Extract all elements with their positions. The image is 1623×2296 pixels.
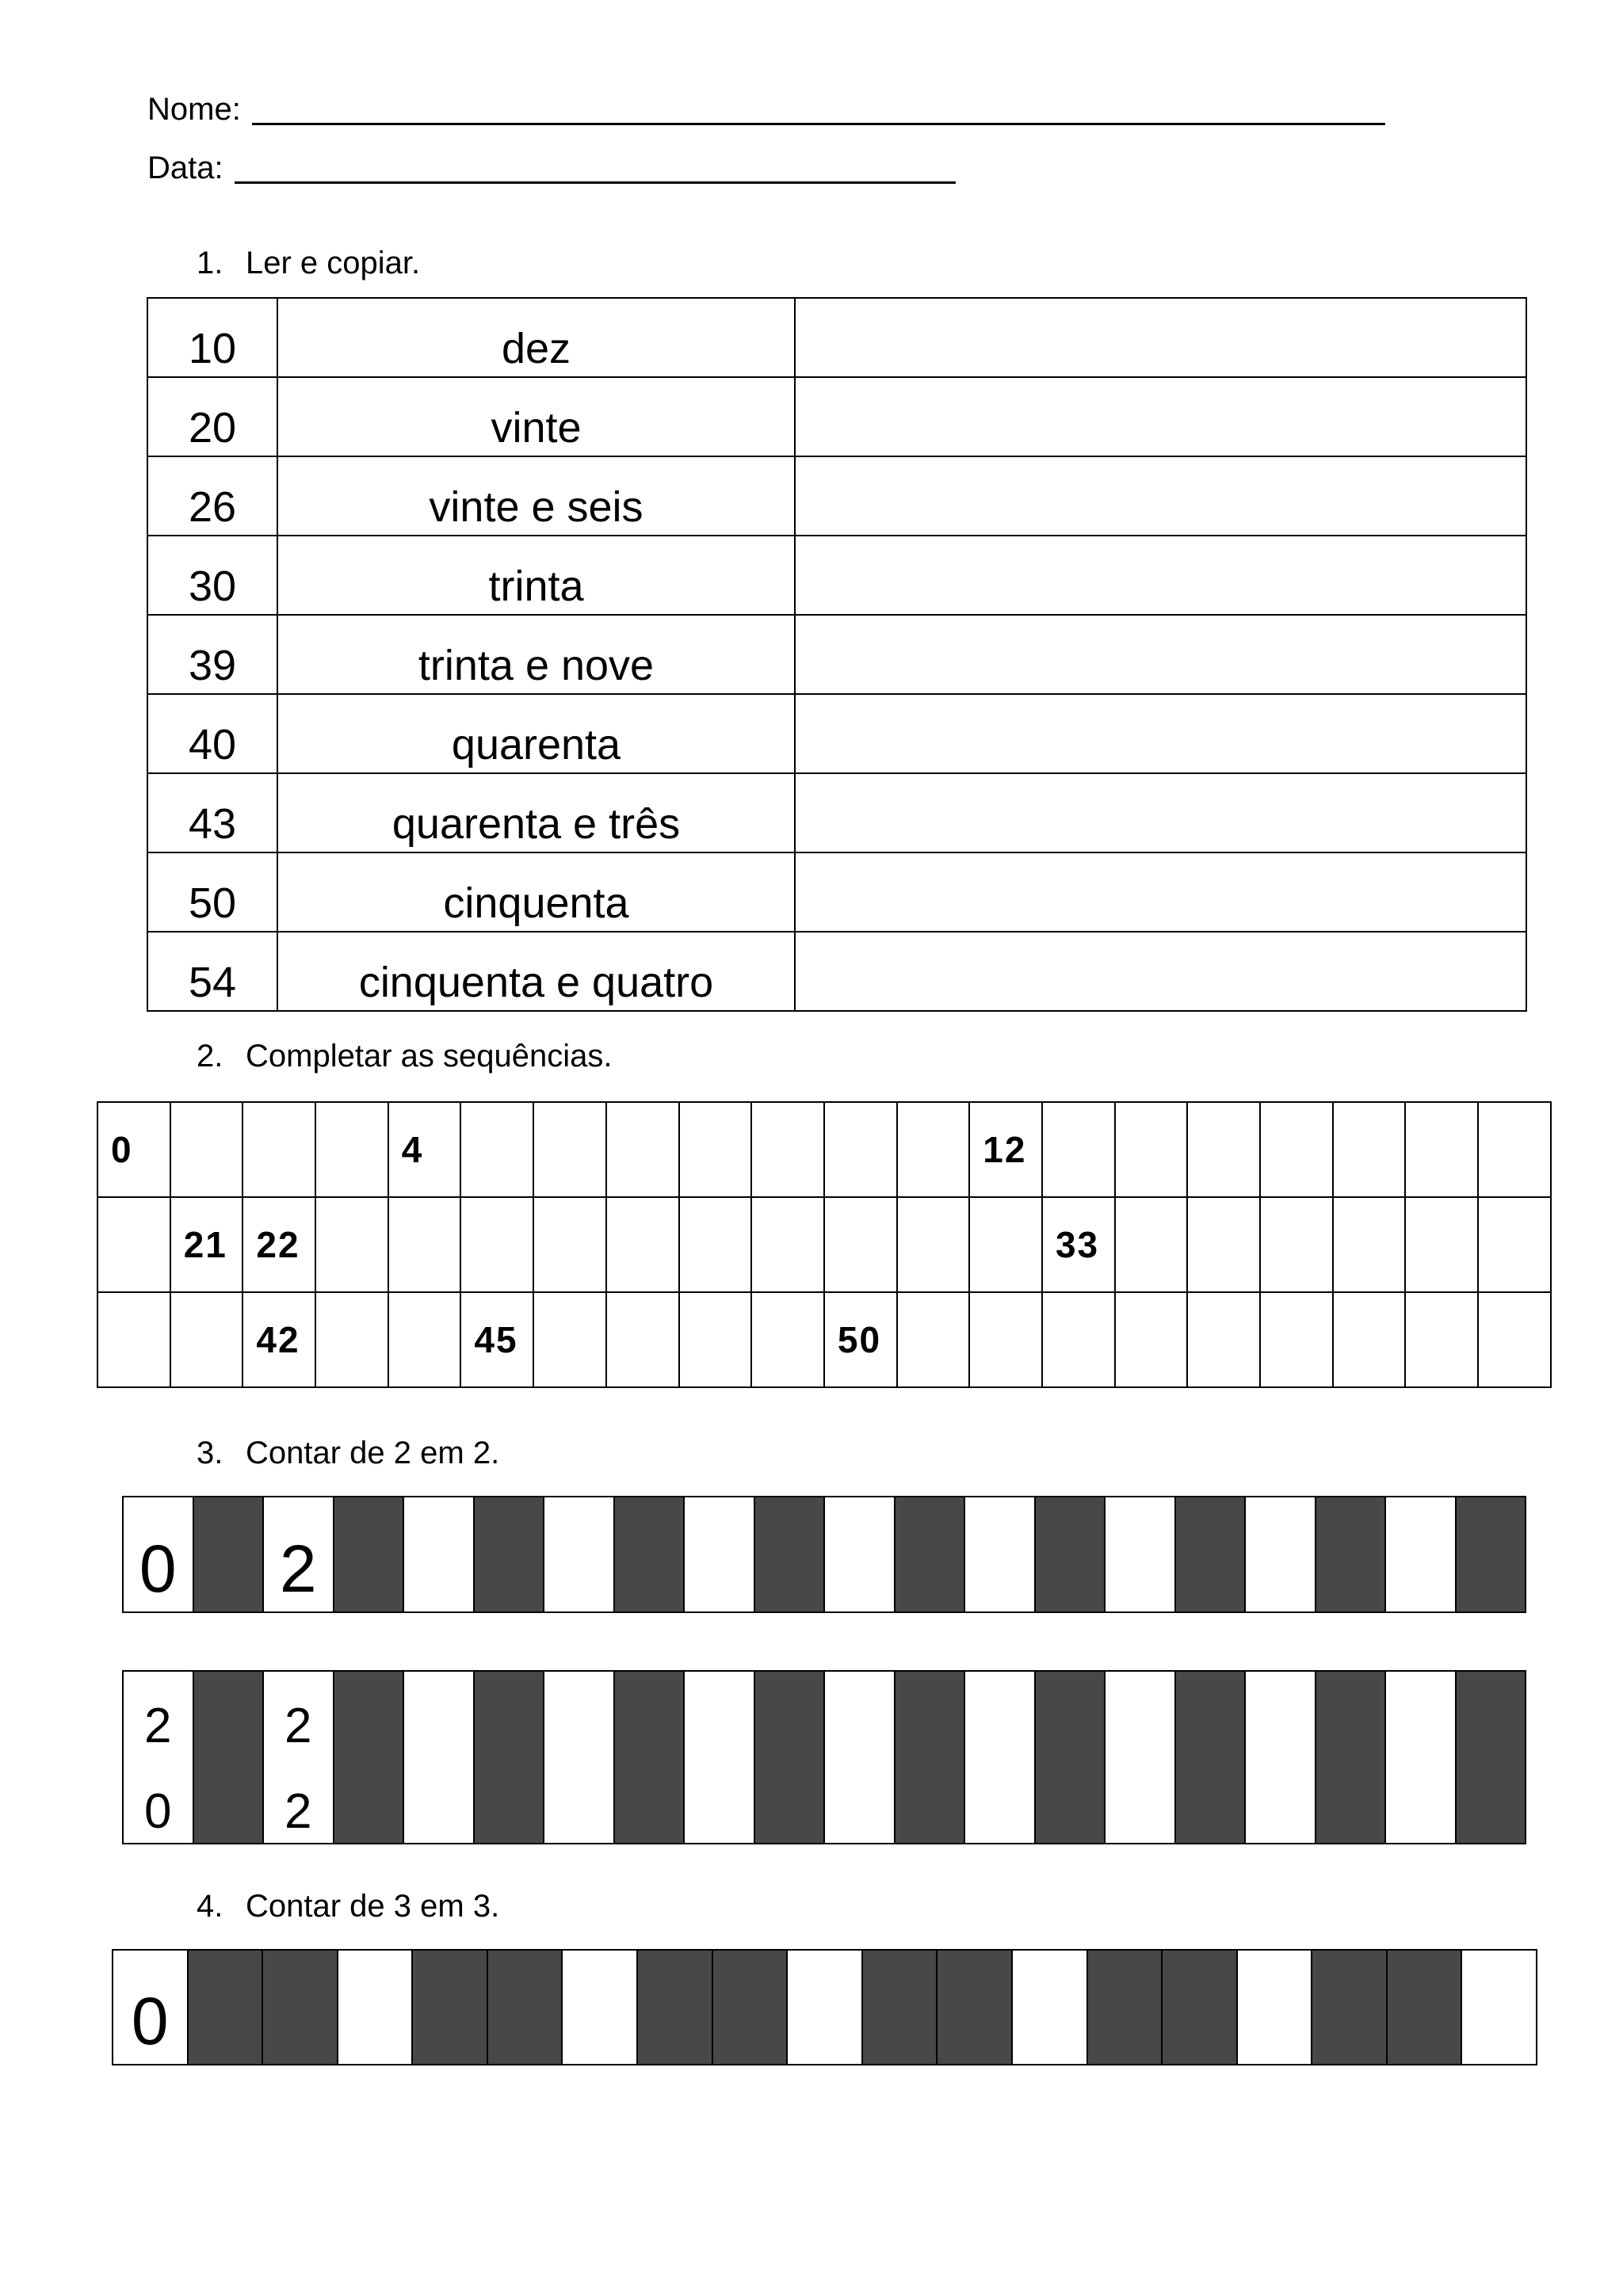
sequence-cell: 22: [242, 1197, 315, 1292]
sequence-cell[interactable]: [1187, 1102, 1260, 1197]
count-by-2-strip-2: [122, 1670, 1526, 1844]
shaded-cell: [1034, 1672, 1105, 1843]
number-cell: 40: [147, 694, 277, 773]
sequence-cell[interactable]: [1405, 1197, 1478, 1292]
sequence-cell[interactable]: [97, 1292, 170, 1387]
word-cell: cinquenta: [277, 852, 795, 932]
blank-cell: [262, 1497, 333, 1611]
blank-cell[interactable]: [1236, 1951, 1312, 2064]
blank-cell[interactable]: [403, 1497, 473, 1611]
date-label: Data:: [147, 151, 223, 185]
blank-cell[interactable]: [1384, 1672, 1455, 1843]
sequence-cell[interactable]: [315, 1292, 388, 1387]
section2-title: Completar as sequências.: [246, 1039, 613, 1074]
word-cell: vinte: [277, 377, 795, 456]
copy-cell[interactable]: [795, 932, 1526, 1011]
section4-number: 4.: [197, 1889, 223, 1924]
blank-cell[interactable]: [683, 1672, 754, 1843]
sequence-cell[interactable]: [1478, 1197, 1551, 1292]
section3-number: 3.: [197, 1436, 223, 1470]
sequence-cell: 0: [97, 1102, 170, 1197]
number-cell: 50: [147, 852, 277, 932]
shaded-cell: [187, 1951, 262, 2064]
sequence-cell[interactable]: [751, 1102, 824, 1197]
blank-cell[interactable]: [786, 1951, 861, 2064]
sequence-cell[interactable]: [388, 1292, 461, 1387]
section4-title: Contar de 3 em 3.: [246, 1889, 500, 1924]
number-cell: 39: [147, 615, 277, 694]
word-cell: trinta: [277, 536, 795, 615]
blank-cell: [262, 1672, 333, 1843]
shaded-cell: [754, 1672, 824, 1843]
sequence-cell[interactable]: [969, 1292, 1042, 1387]
blank-cell[interactable]: [561, 1951, 636, 2064]
sequence-cell[interactable]: [1260, 1292, 1333, 1387]
sequence-cell: 33: [1042, 1197, 1115, 1292]
sequence-cell[interactable]: [1187, 1197, 1260, 1292]
word-cell: vinte e seis: [277, 456, 795, 536]
shaded-cell: [613, 1497, 684, 1611]
sequence-cell[interactable]: [460, 1102, 533, 1197]
word-cell: trinta e nove: [277, 615, 795, 694]
shaded-cell: [1034, 1497, 1105, 1611]
copy-cell[interactable]: [795, 852, 1526, 932]
sequence-cell[interactable]: [897, 1102, 970, 1197]
blank-cell[interactable]: [543, 1672, 613, 1843]
blank-cell[interactable]: [1104, 1497, 1174, 1611]
shaded-cell: [613, 1672, 684, 1843]
blank-cell[interactable]: [964, 1672, 1034, 1843]
sequence-row: [97, 1197, 1551, 1292]
shaded-cell: [894, 1672, 964, 1843]
sequence-cell[interactable]: [897, 1197, 970, 1292]
strip-digit: 0: [144, 1784, 172, 1839]
sequence-cell[interactable]: [533, 1197, 606, 1292]
sequence-cell[interactable]: [606, 1197, 679, 1292]
shaded-cell: [473, 1672, 544, 1843]
read-copy-row: [147, 932, 1526, 1011]
word-cell: cinquenta e quatro: [277, 932, 795, 1011]
shaded-cell: [1086, 1951, 1162, 2064]
blank-cell[interactable]: [964, 1497, 1034, 1611]
sequence-cell: 50: [824, 1292, 897, 1387]
shaded-cell: [262, 1951, 337, 2064]
read-copy-row: [147, 852, 1526, 932]
sequence-cell[interactable]: [1333, 1197, 1406, 1292]
sequence-cell[interactable]: [751, 1292, 824, 1387]
sequence-cell[interactable]: [533, 1292, 606, 1387]
blank-cell[interactable]: [403, 1672, 473, 1843]
name-label: Nome:: [147, 92, 241, 127]
read-copy-row: [147, 773, 1526, 852]
copy-cell[interactable]: [795, 536, 1526, 615]
sequence-cell[interactable]: [1478, 1102, 1551, 1197]
blank-cell[interactable]: [1244, 1497, 1315, 1611]
sequence-cell[interactable]: [1333, 1102, 1406, 1197]
sequence-cell[interactable]: [460, 1197, 533, 1292]
shaded-cell: [473, 1497, 544, 1611]
shaded-cell: [1311, 1951, 1386, 2064]
copy-cell[interactable]: [795, 298, 1526, 377]
copy-cell[interactable]: [795, 694, 1526, 773]
blank-cell[interactable]: [1384, 1497, 1455, 1611]
sequence-cell[interactable]: [1333, 1292, 1406, 1387]
shaded-cell: [936, 1951, 1011, 2064]
copy-cell[interactable]: [795, 615, 1526, 694]
sequence-cell[interactable]: [1042, 1292, 1115, 1387]
shaded-cell: [1174, 1672, 1245, 1843]
strip-digit: 2: [285, 1699, 312, 1753]
sequence-cell[interactable]: [824, 1197, 897, 1292]
sequence-cell[interactable]: [1042, 1102, 1115, 1197]
sequence-cell: 45: [460, 1292, 533, 1387]
read-copy-table: [147, 297, 1527, 1012]
sequence-cell[interactable]: [824, 1102, 897, 1197]
copy-cell[interactable]: [795, 377, 1526, 456]
strip-value: 2: [279, 1531, 317, 1606]
sequence-cell[interactable]: [170, 1102, 243, 1197]
sequence-row: [97, 1292, 1551, 1387]
shaded-cell: [712, 1951, 787, 2064]
number-cell: 20: [147, 377, 277, 456]
shaded-cell: [636, 1951, 712, 2064]
strip-digit: 2: [285, 1784, 312, 1839]
sequence-grid: [97, 1101, 1552, 1388]
blank-cell: [113, 1951, 187, 2064]
read-copy-row: [147, 615, 1526, 694]
sequence-cell[interactable]: [97, 1197, 170, 1292]
sequence-row: [97, 1102, 1551, 1197]
shaded-cell: [1174, 1497, 1245, 1611]
shaded-cell: [1455, 1497, 1526, 1611]
strip-value: 0: [131, 1984, 169, 2058]
shaded-cell: [1161, 1951, 1236, 2064]
strip-value: 0: [139, 1531, 177, 1606]
section1-number: 1.: [197, 246, 223, 280]
sequence-cell[interactable]: [170, 1292, 243, 1387]
shaded-cell: [193, 1672, 263, 1843]
word-cell: dez: [277, 298, 795, 377]
blank-cell[interactable]: [1461, 1951, 1536, 2064]
sequence-cell[interactable]: [1115, 1197, 1188, 1292]
sequence-cell[interactable]: [679, 1197, 752, 1292]
shaded-cell: [193, 1497, 263, 1611]
shaded-cell: [1315, 1672, 1385, 1843]
sequence-cell[interactable]: [606, 1292, 679, 1387]
shaded-cell: [894, 1497, 964, 1611]
blank-cell[interactable]: [543, 1497, 613, 1611]
blank-cell[interactable]: [1011, 1951, 1086, 2064]
word-cell: quarenta: [277, 694, 795, 773]
blank-cell[interactable]: [823, 1497, 894, 1611]
strip-digit: 2: [144, 1699, 172, 1753]
shaded-cell: [1315, 1497, 1385, 1611]
sequence-cell[interactable]: [969, 1197, 1042, 1292]
sequence-cell[interactable]: [1260, 1197, 1333, 1292]
read-copy-row: [147, 536, 1526, 615]
sequence-cell[interactable]: [606, 1102, 679, 1197]
shaded-cell: [1455, 1672, 1526, 1843]
sequence-cell[interactable]: [388, 1197, 461, 1292]
sequence-cell: 12: [969, 1102, 1042, 1197]
read-copy-row: [147, 377, 1526, 456]
shaded-cell: [1386, 1951, 1461, 2064]
word-cell: quarenta e três: [277, 773, 795, 852]
blank-cell[interactable]: [683, 1497, 754, 1611]
blank-cell: [124, 1672, 193, 1843]
section1-title: Ler e copiar.: [246, 246, 421, 280]
shaded-cell: [411, 1951, 487, 2064]
section3-title: Contar de 2 em 2.: [246, 1436, 500, 1470]
sequence-cell[interactable]: [242, 1102, 315, 1197]
blank-cell: [124, 1497, 193, 1611]
sequence-cell[interactable]: [1115, 1292, 1188, 1387]
date-field[interactable]: [235, 181, 956, 184]
name-field[interactable]: [252, 123, 1385, 125]
blank-cell[interactable]: [337, 1951, 412, 2064]
shaded-cell: [333, 1672, 403, 1843]
sequence-cell[interactable]: [1405, 1292, 1478, 1387]
shaded-cell: [861, 1951, 937, 2064]
blank-cell[interactable]: [1244, 1672, 1315, 1843]
sequence-cell[interactable]: [679, 1292, 752, 1387]
sequence-cell: 4: [388, 1102, 461, 1197]
sequence-cell[interactable]: [1405, 1102, 1478, 1197]
copy-cell[interactable]: [795, 773, 1526, 852]
number-cell: 30: [147, 536, 277, 615]
sequence-cell[interactable]: [1187, 1292, 1260, 1387]
read-copy-row: [147, 298, 1526, 377]
sequence-cell[interactable]: [679, 1102, 752, 1197]
sequence-cell[interactable]: [897, 1292, 970, 1387]
number-cell: 43: [147, 773, 277, 852]
count-by-2-strip-1: [122, 1496, 1526, 1613]
shaded-cell: [754, 1497, 824, 1611]
sequence-cell[interactable]: [315, 1102, 388, 1197]
number-cell: 26: [147, 456, 277, 536]
sequence-cell[interactable]: [751, 1197, 824, 1292]
sequence-cell[interactable]: [1115, 1102, 1188, 1197]
copy-cell[interactable]: [795, 456, 1526, 536]
sequence-cell[interactable]: [1478, 1292, 1551, 1387]
read-copy-row: [147, 456, 1526, 536]
sequence-cell: 21: [170, 1197, 243, 1292]
sequence-cell[interactable]: [1260, 1102, 1333, 1197]
count-by-3-strip: [112, 1949, 1537, 2065]
sequence-cell[interactable]: [533, 1102, 606, 1197]
blank-cell[interactable]: [1104, 1672, 1174, 1843]
read-copy-row: [147, 694, 1526, 773]
number-cell: 10: [147, 298, 277, 377]
number-cell: 54: [147, 932, 277, 1011]
section2-number: 2.: [197, 1039, 223, 1074]
sequence-cell: 42: [242, 1292, 315, 1387]
shaded-cell: [333, 1497, 403, 1611]
sequence-cell[interactable]: [315, 1197, 388, 1292]
shaded-cell: [487, 1951, 562, 2064]
blank-cell[interactable]: [823, 1672, 894, 1843]
